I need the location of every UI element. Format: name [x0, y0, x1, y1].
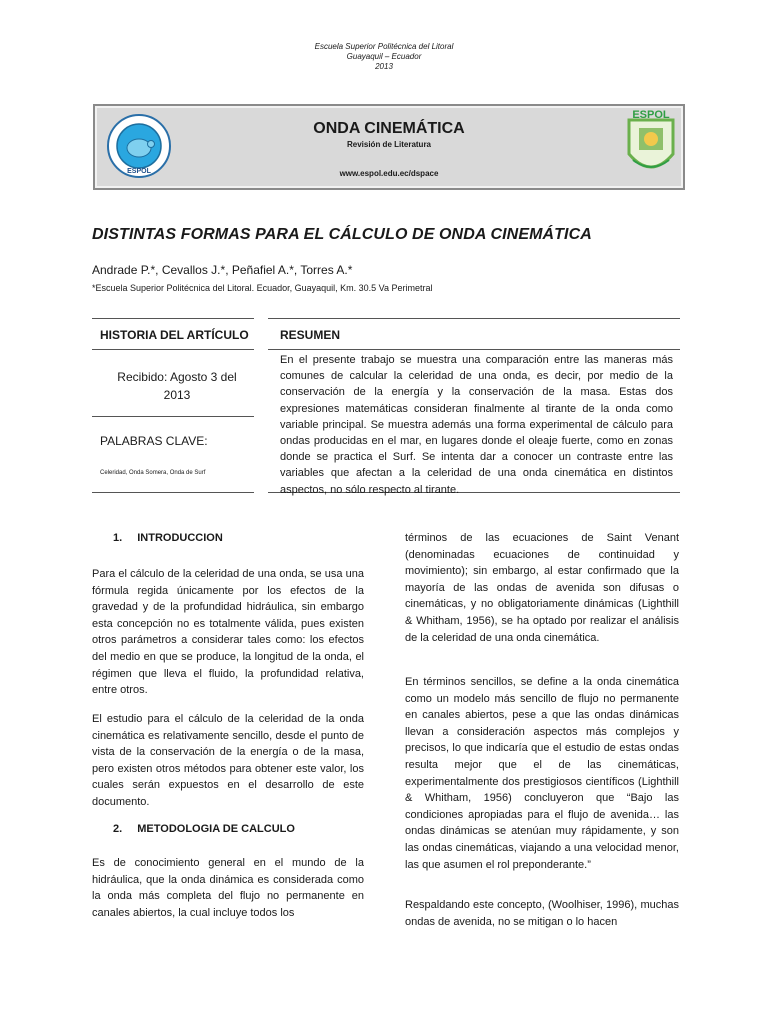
header-location: Guayaquil – Ecuador: [346, 52, 422, 61]
right-paragraph-2: En términos sencillos, se define a la onda cinemática como un modelo más sencillo de flujo no permanente en canales abiertos, pese a que las ondas dinámicas llevan a consideración aspectos más complejos y precisos, lo que indicaría que el estudio de estas ondas resulta mejor que el de las cinemáticas, experimentalmente dos prestigiosos científicos (Lighthill & Whitham, 1956) concluyeron que “Bajo las condiciones apropiadas para el flujo de avenida… las ondas dinámicas se atenúan muy rápidamente, y son las ondas cinemáticas, viajando a una velocidad menor, las que asumen el rol preponderante.”: [405, 676, 679, 871]
right-paragraph-3: Respaldando este concepto, (Woolhiser, 1996), muchas ondas de avenida, no se mitigan o lo hacen: [405, 899, 679, 928]
received-year: 2013: [163, 388, 191, 402]
banner-subtitle: Revisión de Literatura: [346, 140, 432, 149]
intro-paragraph-1: Para el cálculo de la celeridad de una onda, se usa una fórmula regida únicamente por los efectos de la gravedad y de la profundidad hidráulica, sin embargo esta concepción no es totalmente válida, pues existen otros parámetros a considerar tales como: los efectos del medio en que se produce, la longitud de la onda, el régimen que lleva el fluido, la profundidad relativa, entre otros.: [92, 568, 364, 697]
espol-faculty-logo: [623, 108, 679, 182]
authors: Andrade P.*, Cevallos J.*, Peñafiel A.*, Torres A.*: [92, 263, 353, 277]
right-paragraph-1: términos de las ecuaciones de Saint Venant (denominadas ecuaciones de continuidad y movimiento); sin embargo, al estar confirmado que la mayoría de las ondas de avenida son difusas o cinemáticas, y no obligatoriamente dinámicas (Lighthill & Whitham, 1956), se ha optado por realizar el análisis de la celeridad de una onda cinemática.: [405, 532, 679, 644]
received-date: [92, 368, 262, 404]
header-institution: Escuela Superior Politécnica del Litoral: [314, 42, 454, 51]
banner-title: ONDA CINEMÁTICA: [313, 120, 465, 137]
divider: [268, 318, 680, 319]
svg-text:ESPOL: ESPOL: [632, 109, 670, 121]
banner-url-link[interactable]: www.espol.edu.ec/dspace: [339, 169, 439, 178]
divider: [92, 349, 254, 350]
section-title: METODOLOGIA DE CALCULO: [137, 823, 295, 835]
journal-header: [0, 42, 768, 72]
received-line: Recibido: Agosto 3 del: [117, 370, 237, 384]
divider: [92, 318, 254, 319]
section-title: INTRODUCCION: [137, 532, 223, 544]
method-paragraph-1: Es de conocimiento general en el mundo de la hidráulica, que la onda dinámica es considerada como la onda más completa del flujo no permanente en canales abiertos, la cual incluye todos los: [92, 857, 364, 919]
abstract-text: En el presente trabajo se muestra una comparación entre las maneras más comunes de calcular la celeridad de una onda, es decir, por medio de la conservación de la energía y la conservación de la masa. Estas dos expresiones matemáticas consideran finalmente al tirante de la onda como variable principal. Se muestra además una forma experimental de cálculo para ondas producidas en el mar, en lugares donde el oleaje fuerte, como en zonas donde se practica el Surf. Se intenta dar a conocer un contraste entre las variables que afectan a la celeridad de una onda cinemática en distintos aspectos, no sólo respecto al tirante.: [280, 354, 673, 496]
section-1-heading: [113, 532, 223, 544]
keywords: Celeridad, Onda Somera, Onda de Surf: [100, 470, 206, 476]
keywords-heading: PALABRAS CLAVE:: [100, 434, 208, 448]
section-number: 1.: [113, 532, 123, 544]
journal-banner: [93, 104, 685, 190]
history-heading: HISTORIA DEL ARTÍCULO: [100, 328, 249, 342]
paper-title: DISTINTAS FORMAS PARA EL CÁLCULO DE ONDA CINEMÁTICA: [92, 226, 592, 243]
abstract-heading: RESUMEN: [280, 328, 341, 342]
intro-paragraph-2: El estudio para el cálculo de la celeridad de la onda cinemática es relativamente sencillo, desde el punto de vista de la conservación de la energía o de la masa, pero existen otros métodos para obtener este valor, los cuales serán expuestos en el desarrollo de este documento.: [92, 713, 364, 808]
divider: [268, 349, 680, 350]
svg-text:ESPOL: ESPOL: [127, 168, 151, 175]
section-2-heading: [113, 823, 295, 835]
affiliation: *Escuela Superior Politécnica del Litoral. Ecuador, Guayaquil, Km. 30.5 Va Perimetral: [92, 283, 433, 293]
divider: [92, 416, 254, 417]
section-number: 2.: [113, 823, 123, 835]
divider: [92, 492, 254, 493]
header-year: 2013: [375, 62, 393, 71]
